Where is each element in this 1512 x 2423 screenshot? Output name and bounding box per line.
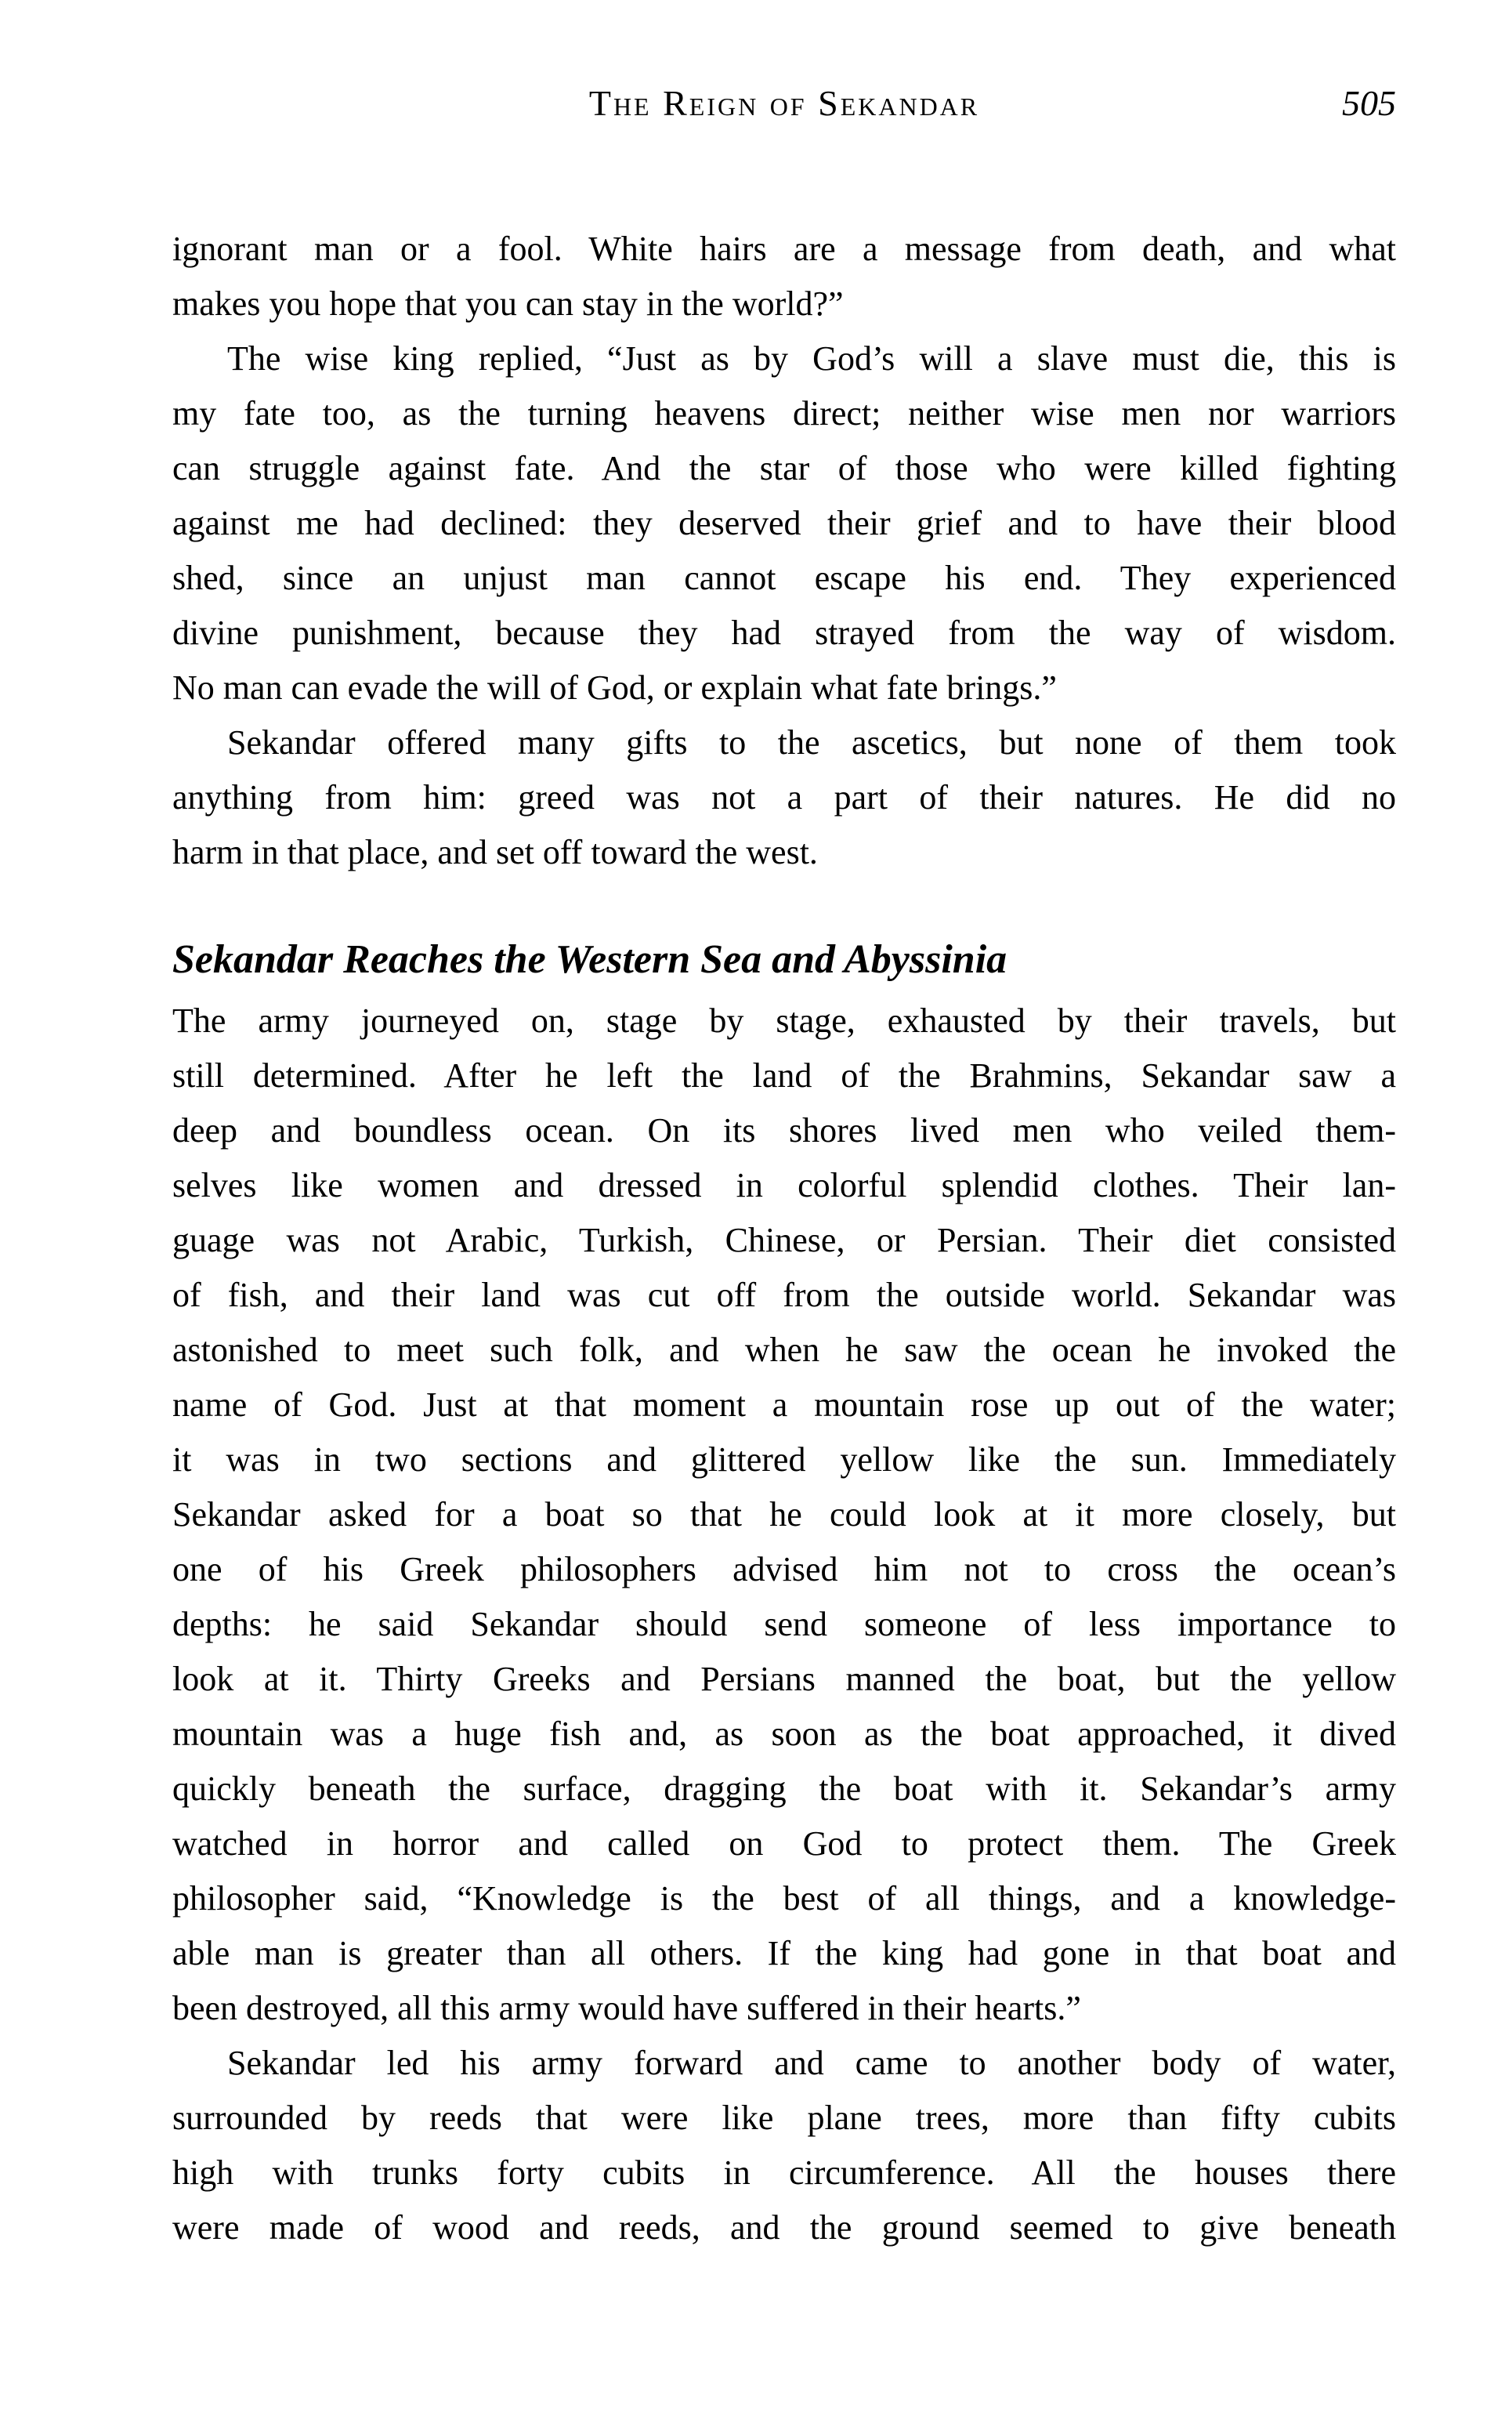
text-line: ignorant man or a fool. White hairs are a message from death, and what xyxy=(172,230,1396,268)
text-line: one of his Greek philosophers advised him not to cross the ocean’s xyxy=(172,1550,1396,1588)
page-number: 505 xyxy=(1342,83,1396,123)
text-line: able man is greater than all others. If the king had gone in that boat and xyxy=(172,1934,1396,1972)
text-line: harm in that place, and set off toward the west. xyxy=(172,833,818,871)
text-line: still determined. After he left the land of the Brahmins, Sekandar saw a xyxy=(172,1056,1396,1095)
text-line: anything from him: greed was not a part of their natures. He did no xyxy=(172,778,1396,817)
paragraph xyxy=(172,331,1396,715)
text-line: shed, since an unjust man cannot escape his end. They experienced xyxy=(172,559,1396,597)
text-line: The wise king replied, “Just as by God’s will a slave must die, this is xyxy=(227,339,1396,378)
running-head xyxy=(172,78,1396,133)
text-line: look at it. Thirty Greeks and Persians manned the boat, but the yellow xyxy=(172,1660,1396,1698)
text-line: high with trunks forty cubits in circumference. All the houses there xyxy=(172,2153,1396,2192)
paragraph xyxy=(172,2036,1396,2255)
text-line: selves like women and dressed in colorful splendid clothes. Their lan- xyxy=(172,1166,1396,1204)
text-line: been destroyed, all this army would have suffered in their hearts.” xyxy=(172,1989,1081,2027)
running-head-title: The Reign of Sekandar xyxy=(588,83,980,123)
text-line: mountain was a huge fish and, as soon as the boat approached, it dived xyxy=(172,1715,1396,1753)
text-line: guage was not Arabic, Turkish, Chinese, or Persian. Their diet consisted xyxy=(172,1221,1396,1259)
text-line: astonished to meet such folk, and when he saw the ocean he invoked the xyxy=(172,1331,1396,1369)
text-line: of fish, and their land was cut off from the outside world. Sekandar was xyxy=(172,1276,1396,1314)
text-line: philosopher said, “Knowledge is the best of all things, and a knowledge- xyxy=(172,1879,1396,1918)
text-line: The army journeyed on, stage by stage, exhausted by their travels, but xyxy=(172,1001,1396,1040)
text-line: depths: he said Sekandar should send someone of less importance to xyxy=(172,1605,1396,1643)
page-body xyxy=(172,222,1396,2255)
text-line: were made of wood and reeds, and the ground seemed to give beneath xyxy=(172,2208,1396,2247)
paragraph xyxy=(172,222,1396,331)
text-line: my fate too, as the turning heavens direct; neither wise men nor warriors xyxy=(172,394,1396,433)
text-line: divine punishment, because they had strayed from the way of wisdom. xyxy=(172,614,1396,652)
text-line: deep and boundless ocean. On its shores lived men who veiled them- xyxy=(172,1111,1396,1150)
text-line: can struggle against fate. And the star of those who were killed fighting xyxy=(172,449,1396,487)
text-line: No man can evade the will of God, or explain what fate brings.” xyxy=(172,668,1057,707)
text-line: surrounded by reeds that were like plane trees, more than fifty cubits xyxy=(172,2099,1396,2137)
paragraph xyxy=(172,994,1396,2036)
text-line: watched in horror and called on God to protect them. The Greek xyxy=(172,1824,1396,1863)
text-line: quickly beneath the surface, dragging the boat with it. Sekandar’s army xyxy=(172,1769,1396,1808)
text-line: name of God. Just at that moment a mountain rose up out of the water; xyxy=(172,1385,1396,1424)
paragraph xyxy=(172,715,1396,880)
text-line: Sekandar asked for a boat so that he could look at it more closely, but xyxy=(172,1495,1396,1534)
text-line: against me had declined: they deserved their grief and to have their blood xyxy=(172,504,1396,542)
text-line: Sekandar offered many gifts to the ascetics, but none of them took xyxy=(227,723,1396,762)
text-line: it was in two sections and glittered yellow like the sun. Immediately xyxy=(172,1440,1396,1479)
text-line: Sekandar led his army forward and came to another body of water, xyxy=(227,2044,1396,2082)
section-heading: Sekandar Reaches the Western Sea and Abyssinia xyxy=(172,937,1007,982)
text-line: makes you hope that you can stay in the world?” xyxy=(172,284,844,323)
